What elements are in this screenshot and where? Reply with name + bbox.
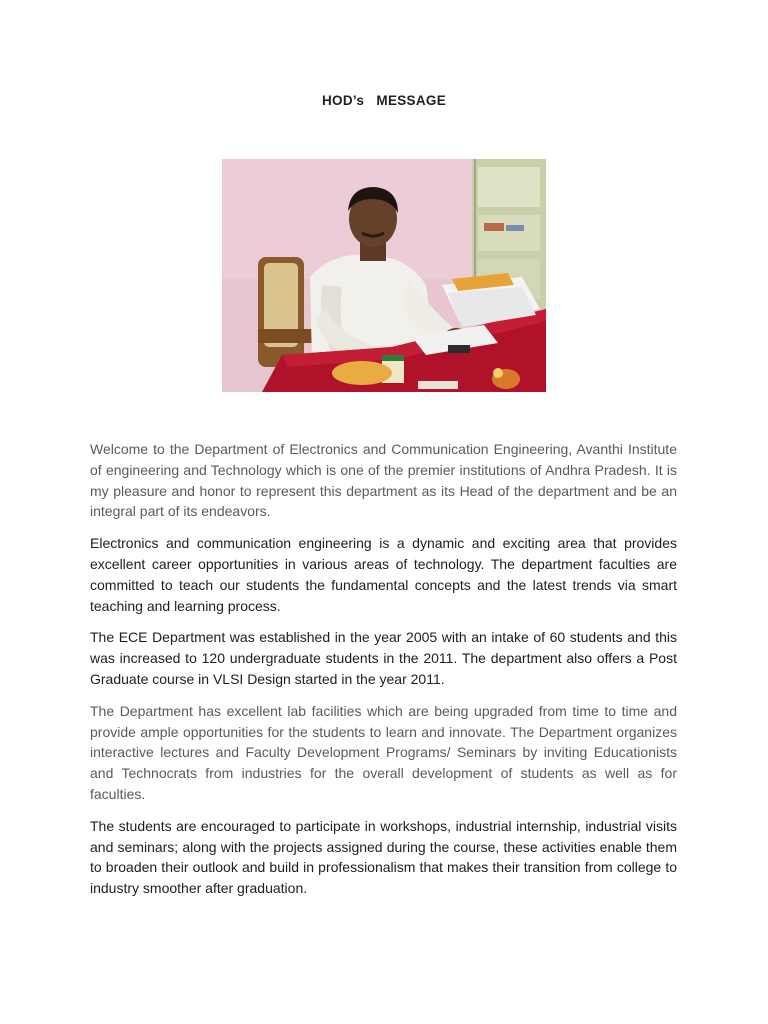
portrait-photo-icon — [222, 159, 546, 392]
paragraph-establishment: The ECE Department was established in the year 2005 with an intake of 60 students and this was increased to 120 undergraduate students in the 2011. The department also offers a Post Graduate course in VLSI Design started in the year 2011. — [90, 629, 677, 687]
message-body — [90, 439, 677, 910]
paragraph-lab-facilities: The Department has excellent lab facilities which are being upgraded from time to time and provide ample opportunities for the students to learn and innovate. The Department organizes interactive lectures and Faculty Development Programs/ Seminars by inviting Educationists and Technocrats from industries for the overall development of students as well as for faculties. — [90, 702, 677, 802]
paragraph-students: The students are encouraged to participate in workshops, industrial internship, industrial visits and seminars; along with the projects assigned during the course, these activities enable them to broaden their outlook and build in professionalism that makes their transition from college to industry smoother after graduation. — [90, 817, 677, 897]
paragraph-ece-area: Electronics and communication engineering is a dynamic and exciting area that provides excellent career opportunities in various areas of technology. The department faculties are committed to teach our students the fundamental concepts and the latest trends via smart teaching and learning process. — [90, 535, 677, 614]
paragraph-welcome: Welcome to the Department of Electronics and Communication Engineering, Avanthi Institute of engineering and Technology which is one of the premier institutions of Andhra Pradesh. It is my pleasure and honor to represent this department as its Head of the department and be an integral part of its endeavors. — [90, 441, 677, 520]
hod-photo — [222, 159, 546, 392]
page-title: HOD’s MESSAGE — [321, 93, 447, 108]
